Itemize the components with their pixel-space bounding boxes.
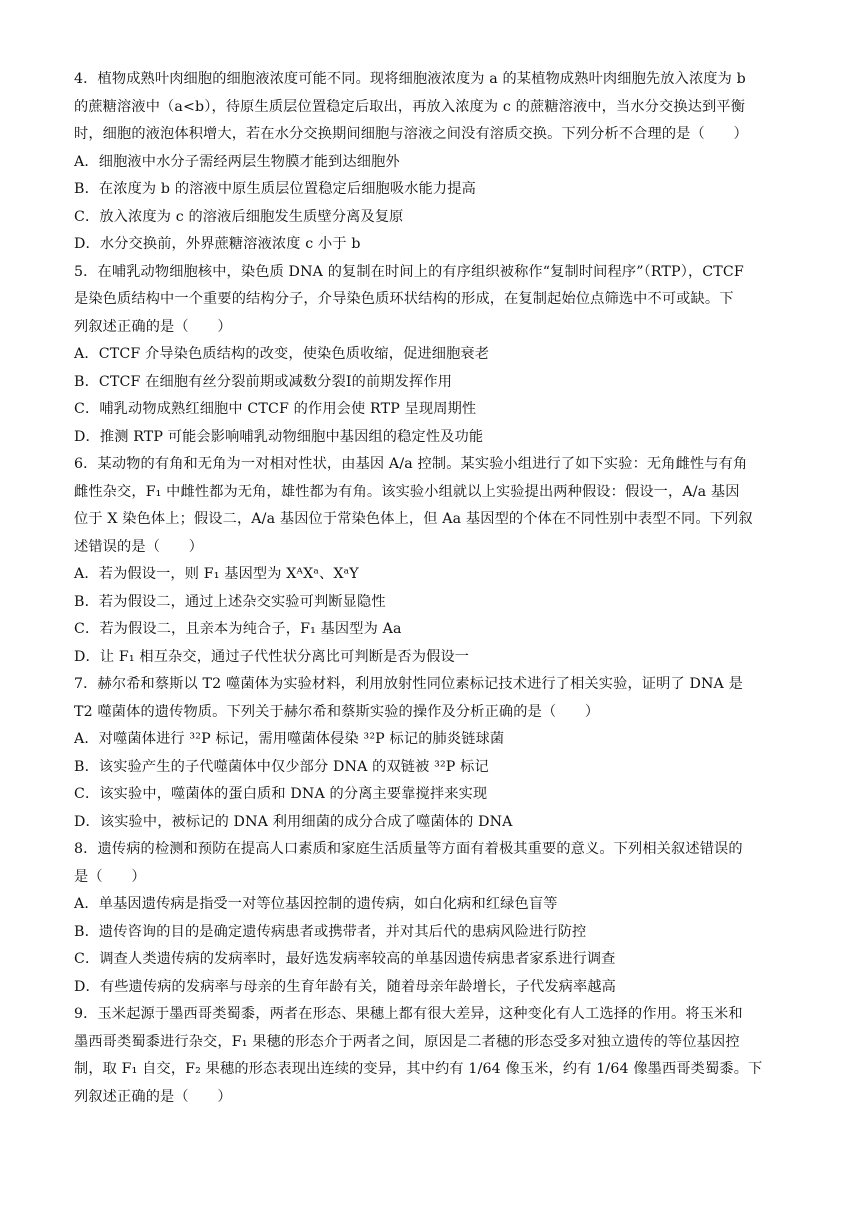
option-c: C．放入浓度为 c 的溶液后细胞发生质壁分离及复原 (74, 208, 404, 225)
question-stem-line: 的蔗糖溶液中（a<b），待原生质层位置稳定后取出，再放入浓度为 c 的蔗糖溶液中，当水分交换达到平衡 (74, 98, 746, 115)
question-6 (74, 451, 794, 671)
question-4 (74, 66, 794, 259)
option-a: A．单基因遗传病是指受一对等位基因控制的遗传病，如白化病和红绿色盲等 (74, 896, 558, 912)
option-b: B．在浓度为 b 的溶液中原生质层位置稳定后细胞吸水能力提高 (74, 181, 476, 197)
question-stem-line: 述错误的是（ ） (74, 538, 204, 555)
option-a: A．细胞液中水分子需经两层生物膜才能到达细胞外 (74, 153, 400, 170)
question-stem-line: 6．某动物的有角和无角为一对相对性状，由基因 A/a 控制。某实验小组进行了如下实验：无角雌性与有角 (74, 456, 748, 472)
question-stem-line: 雌性杂交，F₁ 中雌性都为无角，雄性都为有角。该实验小组就以上实验提出两种假设：假设一，A/a 基因 (74, 483, 740, 500)
option-d: D．推测 RTP 可能会影响哺乳动物细胞中基因组的稳定性及功能 (74, 428, 484, 445)
question-5 (74, 259, 794, 452)
option-d: D．该实验中，被标记的 DNA 利用细菌的成分合成了噬菌体的 DNA (74, 813, 513, 830)
question-stem-line: 是染色质结构中一个重要的结构分子，介导染色质环状结构的形成，在复制起始位点筛选中不可或缺。下 (74, 291, 734, 307)
question-7 (74, 671, 794, 836)
option-c: C．若为假设二，且亲本为纯合子，F₁ 基因型为 Aa (74, 621, 402, 637)
option-a: A．CTCF 介导染色质结构的改变，使染色质收缩，促进细胞衰老 (74, 346, 490, 362)
option-d: D．让 F₁ 相互杂交，通过子代性状分离比可判断是否为假设一 (74, 648, 470, 665)
question-stem-line: 列叙述正确的是（ ） (74, 1088, 232, 1105)
question-stem-line: 位于 X 染色体上；假设二，A/a 基因位于常染色体上，但 Aa 基因型的个体在不同性别中表型不同。下列叙 (74, 511, 753, 527)
question-stem-line: 墨西哥类蜀黍进行杂交，F₁ 果穗的形态介于两者之间，原因是二者穗的形态受多对独立遗传的等位基因控 (74, 1033, 740, 1050)
option-b: B．CTCF 在细胞有丝分裂前期或减数分裂Ⅰ的前期发挥作用 (74, 373, 453, 390)
option-c: C．调查人类遗传病的发病率时，最好选发病率较高的单基因遗传病患者家系进行调查 (74, 951, 616, 967)
option-c: C．哺乳动物成熟红细胞中 CTCF 的作用会使 RTP 呈现周期性 (74, 401, 477, 417)
question-stem-line: 列叙述正确的是（ ） (74, 318, 232, 335)
option-b: B．若为假设二，通过上述杂交实验可判断显隐性 (74, 593, 386, 610)
option-a: A．若为假设一，则 F₁ 基因型为 XᴬXᵃ、XᵃY (74, 566, 359, 582)
question-stem-line: 4．植物成熟叶肉细胞的细胞液浓度可能不同。现将细胞液浓度为 a 的某植物成熟叶肉细胞先放入浓度为 b (74, 71, 746, 87)
option-d: D．有些遗传病的发病率与母亲的生育年龄有关，随着母亲年龄增长，子代发病率越高 (74, 978, 617, 995)
question-stem-line: 是（ ） (74, 868, 146, 885)
question-8 (74, 836, 794, 1001)
question-9 (74, 1001, 794, 1111)
option-d: D．水分交换前，外界蔗糖溶液浓度 c 小于 b (74, 236, 361, 252)
question-stem-line: 时，细胞的液泡体积增大，若在水分交换期间细胞与溶液之间没有溶质交换。下列分析不合理的是（ ） (74, 126, 748, 142)
option-c: C．该实验中，噬菌体的蛋白质和 DNA 的分离主要靠搅拌来实现 (74, 786, 488, 802)
exam-page (74, 66, 794, 1111)
question-stem-line: 8．遗传病的检测和预防在提高人口素质和家庭生活质量等方面有着极其重要的意义。下列相关叙述错误的 (74, 841, 743, 857)
question-stem-line: 5．在哺乳动物细胞核中，染色质 DNA 的复制在时间上的有序组织被称作“复制时间程序”（RTP），CTCF (74, 263, 744, 280)
question-stem-line: 9．玉米起源于墨西哥类蜀黍，两者在形态、果穗上都有很大差异，这种变化有人工选择的作用。将玉米和 (74, 1006, 743, 1022)
option-a: A．对噬菌体进行 ³²P 标记，需用噬菌体侵染 ³²P 标记的肺炎链球菌 (74, 731, 505, 747)
question-stem-line: T2 噬菌体的遗传物质。下列关于赫尔希和蔡斯实验的操作及分析正确的是（ ） (74, 703, 600, 720)
option-b: B．遗传咨询的目的是确定遗传病患者或携带者，并对其后代的患病风险进行防控 (74, 923, 587, 940)
option-b: B．该实验产生的子代噬菌体中仅少部分 DNA 的双链被 ³²P 标记 (74, 758, 489, 775)
question-stem-line: 制，取 F₁ 自交，F₂ 果穗的形态表现出连续的变异，其中约有 1/64 像玉米，约有 1/64 像墨西哥类蜀黍。下 (74, 1061, 763, 1077)
question-stem-line: 7．赫尔希和蔡斯以 T2 噬菌体为实验材料，利用放射性同位素标记技术进行了相关实验，证明了 DNA 是 (74, 676, 743, 692)
